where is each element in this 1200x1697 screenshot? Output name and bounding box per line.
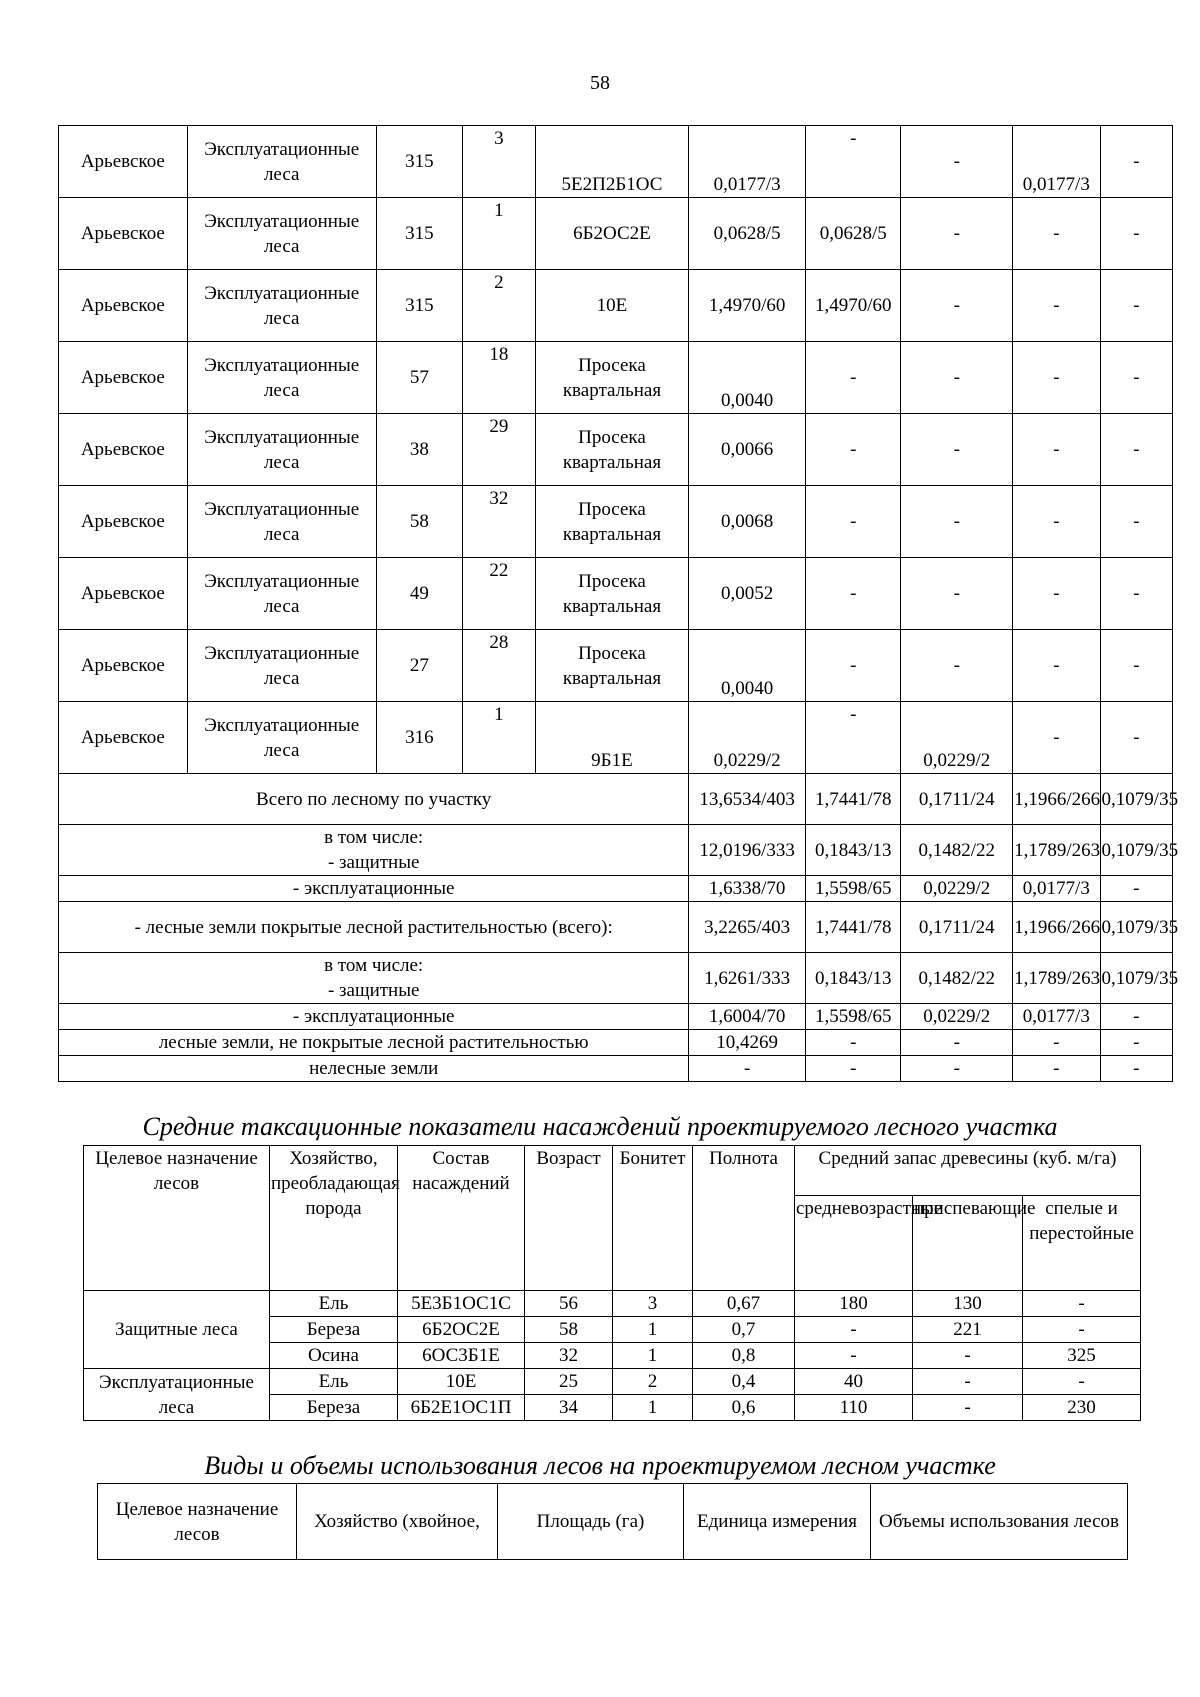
composition-cell: 10Е — [398, 1369, 525, 1395]
table-row — [59, 558, 1173, 630]
area-col2-cell: - — [901, 270, 1013, 342]
summary-label: в том числе: - защитные — [59, 825, 689, 876]
header-middle-aged: средневозрастные — [795, 1196, 913, 1291]
area-col4-cell: - — [1100, 558, 1172, 630]
forestry-cell: Арьевское — [59, 270, 188, 342]
summary-c4-cell: - — [1100, 876, 1172, 902]
header-stock: Средний запас древесины (куб. м/га) — [795, 1146, 1141, 1196]
area-col2-cell: - — [901, 126, 1013, 198]
forestry-cell: Арьевское — [59, 414, 188, 486]
summary-label: Всего по лесному по участку — [59, 774, 689, 825]
header-age: Возраст — [525, 1146, 613, 1291]
area-col1-cell: - — [805, 342, 901, 414]
composition-cell: 6Б2Е1ОС1П — [398, 1395, 525, 1421]
ripening-cell: - — [913, 1369, 1023, 1395]
table2-caption: Средние таксационные показатели насаждений проектируемого лесного участка — [142, 1112, 1058, 1141]
summary-c1-cell: - — [805, 1030, 901, 1056]
summary-label: - эксплуатационные — [59, 876, 689, 902]
area-col4-cell: - — [1100, 126, 1172, 198]
section-cell: 2 — [463, 270, 535, 342]
bonitet-cell: 3 — [613, 1291, 693, 1317]
section-cell: 29 — [463, 414, 535, 486]
area-col1-cell: 0,0628/5 — [805, 198, 901, 270]
area-col2-cell: - — [901, 558, 1013, 630]
area-total-cell: 0,0040 — [689, 342, 806, 414]
quarter-cell: 49 — [376, 558, 462, 630]
summary-c3-cell: 1,1789/263 — [1013, 825, 1100, 876]
summary-total-cell: 13,6534/403 — [689, 774, 806, 825]
summary-c4-cell: 0,1079/35 — [1100, 953, 1172, 1004]
purpose-cell: Эксплуатационные леса — [187, 702, 376, 774]
mature-cell: - — [1023, 1291, 1141, 1317]
summary-c1-cell: - — [805, 1056, 901, 1082]
summary-total-cell: 1,6004/70 — [689, 1004, 806, 1030]
summary-c3-cell: 1,1966/266 — [1013, 774, 1100, 825]
area-col1-cell: - — [805, 558, 901, 630]
header-composition: Состав насаждений — [398, 1146, 525, 1291]
area-col3-cell: - — [1013, 630, 1100, 702]
summary-label: - эксплуатационные — [59, 1004, 689, 1030]
forestry-cell: Арьевское — [59, 126, 188, 198]
area-col1-cell: - — [805, 630, 901, 702]
mature-cell: - — [1023, 1317, 1141, 1343]
summary-c3-cell: 0,0177/3 — [1013, 876, 1100, 902]
area-total-cell: 0,0068 — [689, 486, 806, 558]
age-cell: 56 — [525, 1291, 613, 1317]
area-col3-cell: - — [1013, 486, 1100, 558]
species-cell: Береза — [270, 1317, 398, 1343]
quarter-cell: 315 — [376, 126, 462, 198]
quarter-cell: 38 — [376, 414, 462, 486]
summary-c3-cell: 1,1789/263 — [1013, 953, 1100, 1004]
area-col1-cell: - — [805, 486, 901, 558]
composition-cell: 6Б2ОС2Е — [398, 1317, 525, 1343]
table-row — [59, 126, 1173, 198]
page-number: 58 — [590, 72, 610, 94]
species-cell: Ель — [270, 1291, 398, 1317]
summary-c3-cell: 0,0177/3 — [1013, 1004, 1100, 1030]
area-col2-cell: - — [901, 630, 1013, 702]
area-col3-cell: - — [1013, 342, 1100, 414]
usage-header-farm: Хозяйство (хвойное, — [297, 1484, 498, 1560]
composition-cell: 6ОС3Б1Е — [398, 1343, 525, 1369]
forestry-cell: Арьевское — [59, 630, 188, 702]
usage-header-unit: Единица измерения — [684, 1484, 871, 1560]
area-total-cell: 1,4970/60 — [689, 270, 806, 342]
area-col3-cell: 0,0177/3 — [1013, 126, 1100, 198]
section-cell: 22 — [463, 558, 535, 630]
composition-cell: Просека квартальная — [535, 414, 689, 486]
summary-row — [59, 902, 1173, 953]
summary-label: нелесные земли — [59, 1056, 689, 1082]
header-farm: Хозяйство, преобладающая порода — [270, 1146, 398, 1291]
section-cell: 3 — [463, 126, 535, 198]
area-col3-cell: - — [1013, 270, 1100, 342]
area-col3-cell: - — [1013, 558, 1100, 630]
ripening-cell: 221 — [913, 1317, 1023, 1343]
composition-cell: 5Е3Б1ОС1С — [398, 1291, 525, 1317]
header-bonitet: Бонитет — [613, 1146, 693, 1291]
composition-cell: 6Б2ОС2Е — [535, 198, 689, 270]
summary-total-cell: 1,6338/70 — [689, 876, 806, 902]
summary-c3-cell: - — [1013, 1030, 1100, 1056]
summary-c4-cell: - — [1100, 1004, 1172, 1030]
purpose-cell: Эксплуатационные леса — [187, 630, 376, 702]
ripening-cell: 130 — [913, 1291, 1023, 1317]
ripening-cell: - — [913, 1343, 1023, 1369]
summary-c2-cell: - — [901, 1056, 1013, 1082]
summary-total-cell: 10,4269 — [689, 1030, 806, 1056]
density-cell: 0,6 — [693, 1395, 795, 1421]
summary-label: в том числе: - защитные — [59, 953, 689, 1004]
summary-row — [59, 1030, 1173, 1056]
table3-caption: Виды и объемы использования лесов на проектируемом лесном участке — [204, 1451, 996, 1480]
area-col3-cell: - — [1013, 198, 1100, 270]
plots-table — [58, 125, 1179, 1082]
area-col1-cell: - — [805, 126, 901, 198]
section-cell: 1 — [463, 702, 535, 774]
area-col4-cell: - — [1100, 702, 1172, 774]
summary-row — [59, 953, 1173, 1004]
summary-c2-cell: 0,1711/24 — [901, 902, 1013, 953]
middle-cell: 40 — [795, 1369, 913, 1395]
forestry-cell: Арьевское — [59, 486, 188, 558]
section-cell: 28 — [463, 630, 535, 702]
summary-c1-cell: 0,1843/13 — [805, 953, 901, 1004]
summary-c1-cell: 1,5598/65 — [805, 1004, 901, 1030]
area-total-cell: 0,0066 — [689, 414, 806, 486]
area-col4-cell: - — [1100, 342, 1172, 414]
summary-c1-cell: 0,1843/13 — [805, 825, 901, 876]
area-col4-cell: - — [1100, 270, 1172, 342]
summary-row — [59, 1004, 1173, 1030]
summary-c4-cell: - — [1100, 1030, 1172, 1056]
area-col2-cell: - — [901, 414, 1013, 486]
summary-c2-cell: - — [901, 1030, 1013, 1056]
species-cell: Береза — [270, 1395, 398, 1421]
age-cell: 58 — [525, 1317, 613, 1343]
usage-header-volume: Объемы использования лесов — [871, 1484, 1128, 1560]
summary-total-cell: 3,2265/403 — [689, 902, 806, 953]
summary-c4-cell: 0,1079/35 — [1100, 774, 1172, 825]
table-row — [59, 342, 1173, 414]
forestry-cell: Арьевское — [59, 342, 188, 414]
area-total-cell: 0,0040 — [689, 630, 806, 702]
table-row — [59, 414, 1173, 486]
bonitet-cell: 1 — [613, 1343, 693, 1369]
area-col3-cell: - — [1013, 702, 1100, 774]
composition-cell: Просека квартальная — [535, 486, 689, 558]
quarter-cell: 315 — [376, 270, 462, 342]
section-cell: 18 — [463, 342, 535, 414]
density-cell: 0,4 — [693, 1369, 795, 1395]
summary-c1-cell: 1,5598/65 — [805, 876, 901, 902]
mature-cell: - — [1023, 1369, 1141, 1395]
area-total-cell: 0,0628/5 — [689, 198, 806, 270]
summary-label: - лесные земли покрытые лесной растительностью (всего): — [59, 902, 689, 953]
density-cell: 0,67 — [693, 1291, 795, 1317]
summary-row — [59, 825, 1173, 876]
area-col1-cell: 1,4970/60 — [805, 270, 901, 342]
species-cell: Ель — [270, 1369, 398, 1395]
forestry-cell: Арьевское — [59, 702, 188, 774]
area-total-cell: 0,0177/3 — [689, 126, 806, 198]
purpose-cell: Эксплуатационные леса — [187, 486, 376, 558]
area-col2-cell: - — [901, 486, 1013, 558]
summary-c3-cell: - — [1013, 1056, 1100, 1082]
purpose-cell: Эксплуатационные леса — [187, 342, 376, 414]
area-total-cell: 0,0052 — [689, 558, 806, 630]
purpose-cell: Защитные леса — [84, 1291, 270, 1369]
summary-total-cell: 1,6261/333 — [689, 953, 806, 1004]
quarter-cell: 315 — [376, 198, 462, 270]
area-col2-cell: - — [901, 342, 1013, 414]
table-row — [59, 270, 1173, 342]
summary-label: лесные земли, не покрытые лесной растительностью — [59, 1030, 689, 1056]
summary-c2-cell: 0,1482/22 — [901, 953, 1013, 1004]
area-col4-cell: - — [1100, 198, 1172, 270]
purpose-cell: Эксплуатационные леса — [187, 558, 376, 630]
header-mature: спелые и перестойные — [1023, 1196, 1141, 1291]
composition-cell: 9Б1Е — [535, 702, 689, 774]
section-cell: 1 — [463, 198, 535, 270]
age-cell: 32 — [525, 1343, 613, 1369]
quarter-cell: 27 — [376, 630, 462, 702]
quarter-cell: 58 — [376, 486, 462, 558]
age-cell: 34 — [525, 1395, 613, 1421]
composition-cell: Просека квартальная — [535, 630, 689, 702]
age-cell: 25 — [525, 1369, 613, 1395]
bonitet-cell: 1 — [613, 1395, 693, 1421]
bonitet-cell: 1 — [613, 1317, 693, 1343]
summary-row — [59, 774, 1173, 825]
area-col1-cell: - — [805, 702, 901, 774]
summary-c4-cell: - — [1100, 1056, 1172, 1082]
quarter-cell: 316 — [376, 702, 462, 774]
summary-c4-cell: 0,1079/35 — [1100, 825, 1172, 876]
header-ripening: приспевающие — [913, 1196, 1023, 1291]
taxation-table — [83, 1145, 1141, 1421]
density-cell: 0,7 — [693, 1317, 795, 1343]
middle-cell: - — [795, 1343, 913, 1369]
summary-c2-cell: 0,1482/22 — [901, 825, 1013, 876]
forestry-cell: Арьевское — [59, 558, 188, 630]
usage-header-purpose: Целевое назначение лесов — [98, 1484, 297, 1560]
table-row — [84, 1369, 1141, 1395]
section-cell: 32 — [463, 486, 535, 558]
forestry-cell: Арьевское — [59, 198, 188, 270]
usage-header-area: Площадь (га) — [498, 1484, 684, 1560]
header-density: Полнота — [693, 1146, 795, 1291]
summary-row — [59, 1056, 1173, 1082]
composition-cell: Просека квартальная — [535, 558, 689, 630]
area-col4-cell: - — [1100, 414, 1172, 486]
summary-c2-cell: 0,0229/2 — [901, 1004, 1013, 1030]
summary-c2-cell: 0,0229/2 — [901, 876, 1013, 902]
ripening-cell: - — [913, 1395, 1023, 1421]
area-col2-cell: - — [901, 198, 1013, 270]
summary-c3-cell: 1,1966/266 — [1013, 902, 1100, 953]
summary-c1-cell: 1,7441/78 — [805, 902, 901, 953]
header-purpose: Целевое назначение лесов — [84, 1146, 270, 1291]
mature-cell: 325 — [1023, 1343, 1141, 1369]
mature-cell: 230 — [1023, 1395, 1141, 1421]
purpose-cell: Эксплуатационные леса — [187, 270, 376, 342]
quarter-cell: 57 — [376, 342, 462, 414]
summary-total-cell: - — [689, 1056, 806, 1082]
summary-total-cell: 12,0196/333 — [689, 825, 806, 876]
purpose-cell: Эксплуатационные леса — [187, 414, 376, 486]
area-col4-cell: - — [1100, 630, 1172, 702]
area-col2-cell: 0,0229/2 — [901, 702, 1013, 774]
middle-cell: - — [795, 1317, 913, 1343]
area-col3-cell: - — [1013, 414, 1100, 486]
middle-cell: 110 — [795, 1395, 913, 1421]
purpose-cell: Эксплуатационные леса — [187, 126, 376, 198]
middle-cell: 180 — [795, 1291, 913, 1317]
summary-c1-cell: 1,7441/78 — [805, 774, 901, 825]
density-cell: 0,8 — [693, 1343, 795, 1369]
composition-cell: 5Е2П2Б1ОС — [535, 126, 689, 198]
composition-cell: 10Е — [535, 270, 689, 342]
area-col1-cell: - — [805, 414, 901, 486]
summary-c4-cell: 0,1079/35 — [1100, 902, 1172, 953]
composition-cell: Просека квартальная — [535, 342, 689, 414]
usage-table — [97, 1483, 1128, 1560]
table-row — [59, 702, 1173, 774]
table-row — [59, 198, 1173, 270]
purpose-cell: Эксплуатационные леса — [84, 1369, 270, 1421]
area-total-cell: 0,0229/2 — [689, 702, 806, 774]
bonitet-cell: 2 — [613, 1369, 693, 1395]
species-cell: Осина — [270, 1343, 398, 1369]
summary-row — [59, 876, 1173, 902]
purpose-cell: Эксплуатационные леса — [187, 198, 376, 270]
table-row — [84, 1291, 1141, 1317]
table-row — [59, 486, 1173, 558]
area-col4-cell: - — [1100, 486, 1172, 558]
table-row — [59, 630, 1173, 702]
summary-c2-cell: 0,1711/24 — [901, 774, 1013, 825]
